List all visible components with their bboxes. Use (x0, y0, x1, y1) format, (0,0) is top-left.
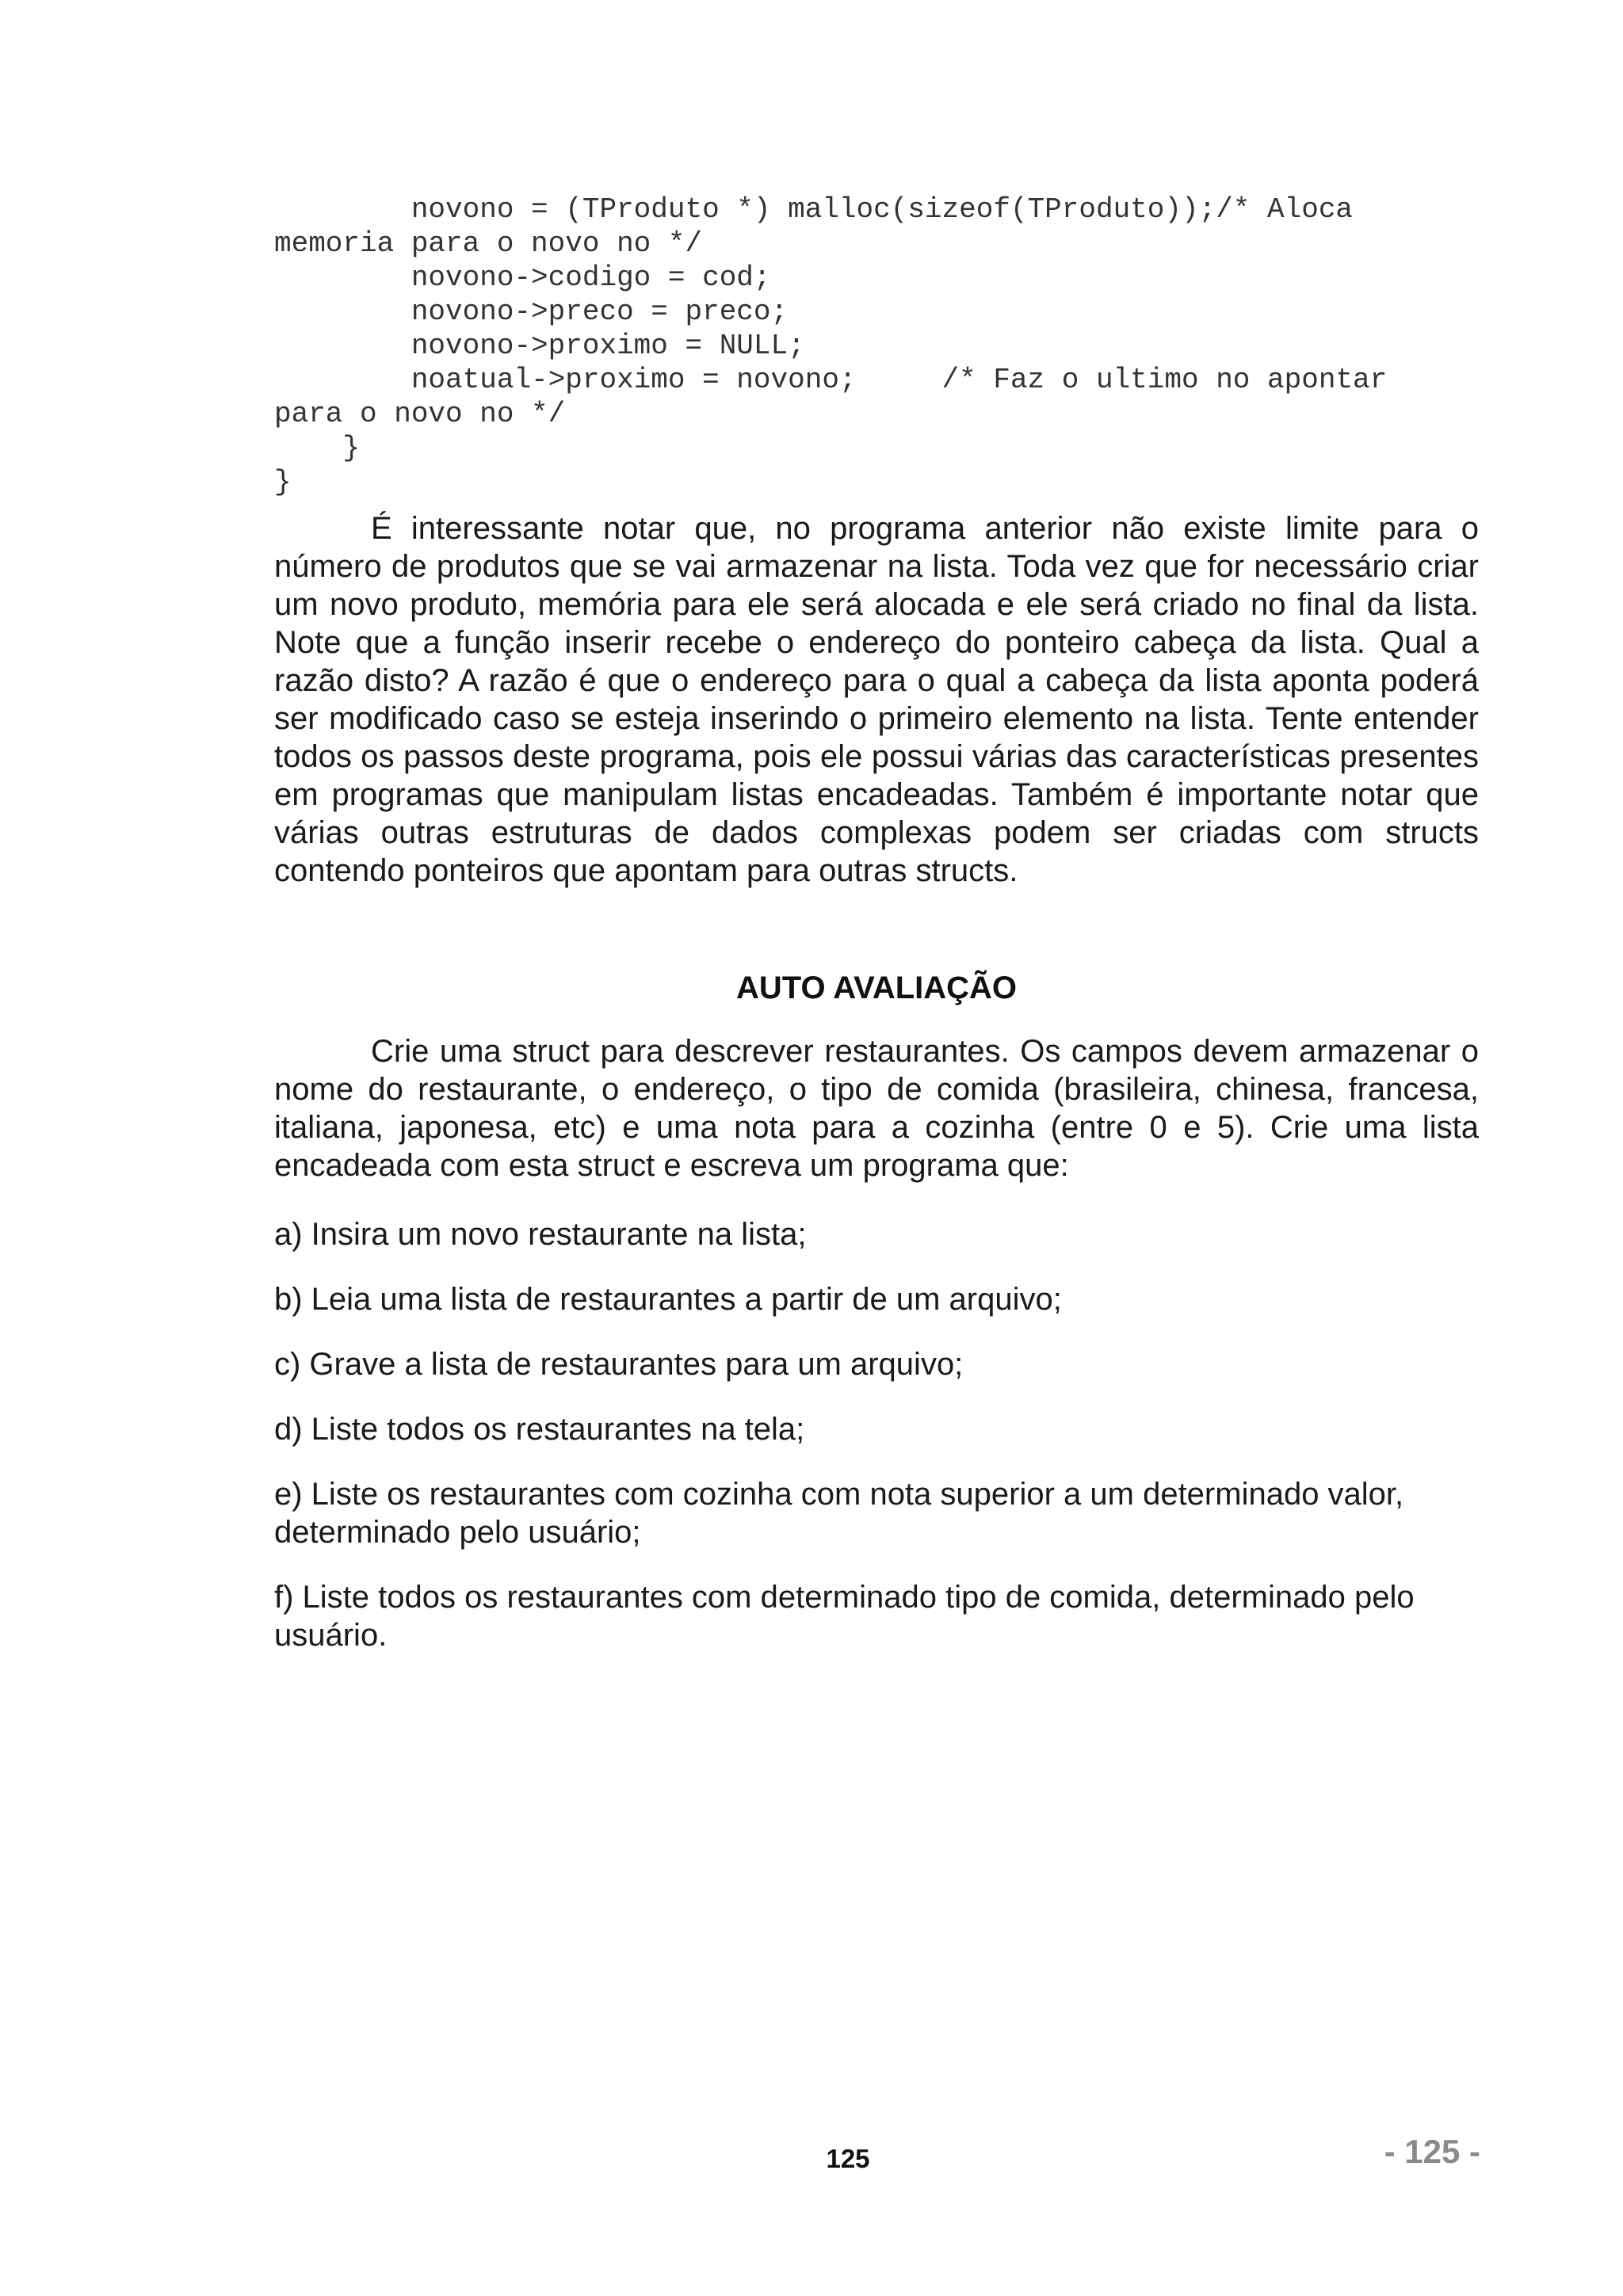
code-line: para o novo no */ (274, 398, 566, 430)
list-item: e) Liste os restaurantes com cozinha com nota superior a um determinado valor, determinado pelo usuário; (274, 1477, 1404, 1550)
task-list (274, 1215, 1479, 1681)
list-item: b) Leia uma lista de restaurantes a partir de um arquivo; (274, 1282, 1062, 1317)
list-item: a) Insira um novo restaurante na lista; (274, 1217, 807, 1252)
code-line: novono->codigo = cod; (274, 261, 771, 294)
code-line: noatual->proximo = novono; /* Faz o ultimo no apontar (274, 364, 1388, 396)
code-line: } (274, 432, 361, 464)
body-paragraph-2: Crie uma struct para descrever restaurantes. Os campos devem armazenar o nome do restaurante, o endereço, o tipo de comida (brasileira, chinesa, francesa, italiana, japonesa, etc) e uma nota para a cozinha (entre 0 e 5). Crie uma lista encadeada com esta struct e escreva um programa que: (274, 1034, 1479, 1183)
body-paragraph-1: É interessante notar que, no programa anterior não existe limite para o número de produtos que se vai armazenar na lista. Toda vez que for necessário criar um novo produto, memória para ele será alocada e ele será criado no final da lista. Note que a função inserir recebe o endereço do ponteiro cabeça da lista. Qual a razão disto? A razão é que o endereço para o qual a cabeça da lista aponta poderá ser modificado caso se esteja inserindo o primeiro elemento na lista. Tente entender todos os passos deste programa, pois ele possui várias das características presentes em programas que manipulam listas encadeadas. Também é importante notar que várias outras estruturas de dados complexas podem ser criadas com structs contendo ponteiros que apontam para outras structs. (274, 511, 1479, 888)
section-heading: AUTO AVALIAÇÃO (735, 971, 1018, 1005)
list-item: d) Liste todos os restaurantes na tela; (274, 1412, 805, 1447)
code-block (274, 193, 1495, 499)
code-line: } (274, 466, 292, 498)
code-line: novono = (TProduto *) malloc(sizeof(TProduto));/* Aloca (274, 193, 1354, 226)
code-line: novono->proximo = NULL; (274, 330, 805, 362)
list-item: c) Grave a lista de restaurantes para um arquivo; (274, 1347, 964, 1382)
code-line: memoria para o novo no */ (274, 227, 703, 260)
page-number-right: - 125 - (1384, 2133, 1480, 2170)
list-item: f) Liste todos os restaurantes com determinado tipo de comida, determinado pelo usuário. (274, 1580, 1415, 1653)
page-number-center: 125 (826, 2144, 870, 2173)
code-line: novono->preco = preco; (274, 296, 789, 328)
